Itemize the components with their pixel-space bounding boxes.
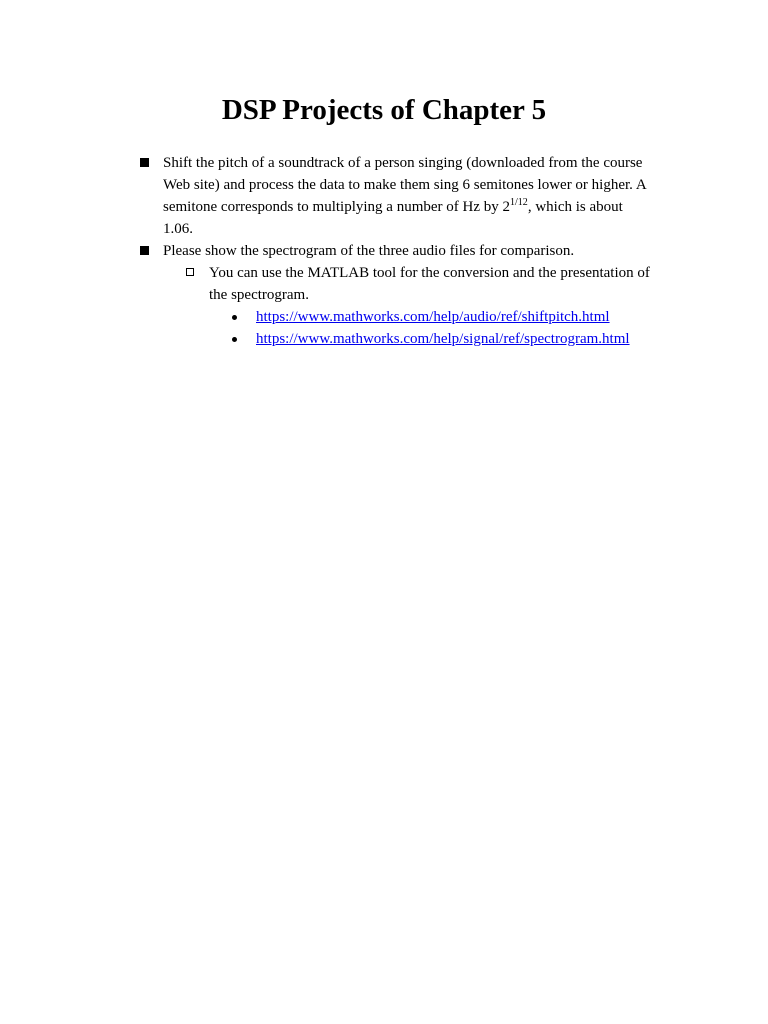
dot-bullet-icon [232,337,237,342]
exponent-superscript: 1/12 [510,197,528,208]
list-subitem-matlab [0,262,651,306]
matlab-text: You can use the MATLAB tool for the conversion and the presentation of the spectrogram. [209,265,650,303]
shiftpitch-link[interactable]: https://www.mathworks.com/help/audio/ref/shiftpitch.html [256,309,610,325]
list-link-item-spectrogram [0,328,656,350]
list-item-spectrogram [0,240,649,262]
filled-square-bullet-icon [140,158,149,167]
list-item-pitch-shift [0,152,649,240]
filled-square-bullet-icon [140,246,149,255]
spectrogram-text: Please show the spectrogram of the three audio files for comparison. [163,243,575,259]
document-body [0,152,768,350]
dot-bullet-icon [232,315,237,320]
list-link-item-shiftpitch [0,306,656,328]
spectrogram-link[interactable]: https://www.mathworks.com/help/signal/ref/spectrogram.html [256,331,630,347]
page-title: DSP Projects of Chapter 5 [221,94,547,126]
hollow-square-bullet-icon [186,268,194,276]
pitch-shift-text: Shift the pitch of a soundtrack of a person singing (downloaded from the course Web site) and process the data to make them sing 6 semitones lower or higher. A semitone corresponds to multiplying a number of Hz by $2^{1/12}$, which is about 1.06. [163,155,646,237]
